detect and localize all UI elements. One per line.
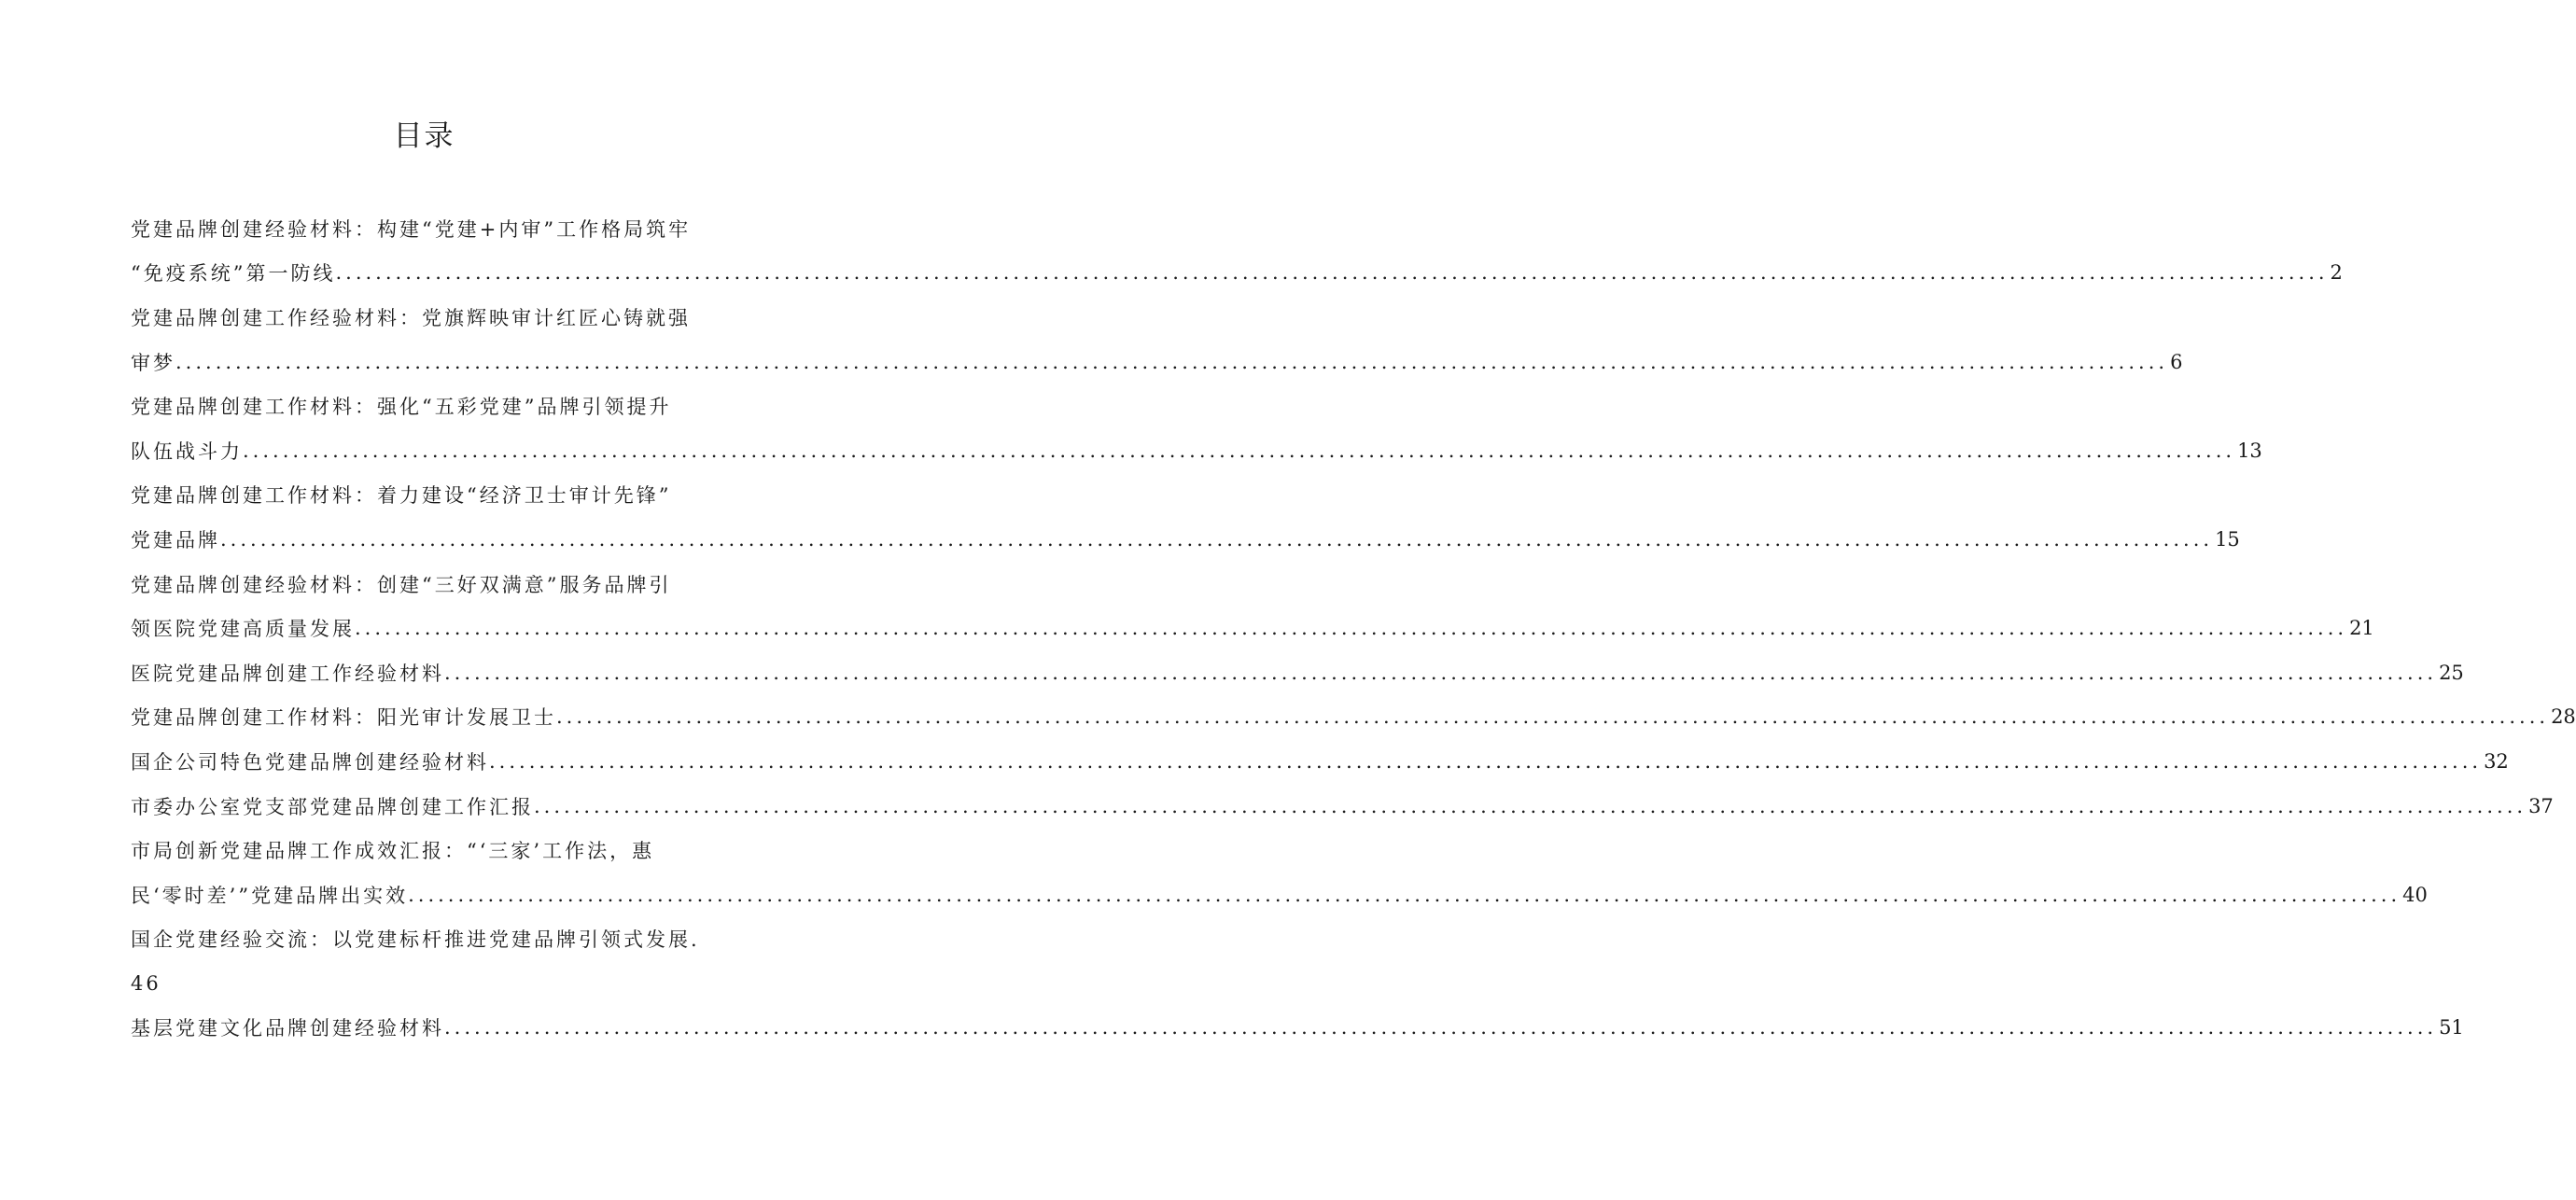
toc-entry-title: 党建品牌创建工作材料：强化“五彩党建”品牌引领提升 (131, 396, 672, 419)
toc-leader-dots: ........................................................................................................................................................................................................ (444, 661, 2438, 684)
toc-entry-title: 市委办公室党支部党建品牌创建工作汇报 (131, 795, 534, 818)
toc-entry-line (131, 295, 721, 340)
toc-entry-line (131, 695, 2576, 740)
toc-entry-line (131, 562, 721, 607)
toc-entry-title: 领医院党建高质量发展 (131, 618, 355, 641)
toc-entry[interactable] (131, 739, 2509, 784)
toc-entry-line (131, 517, 2240, 562)
toc-entry-title: 国企公司特色党建品牌创建经验材料 (131, 750, 489, 774)
toc-entry-line (131, 917, 721, 962)
toc-entry[interactable] (131, 695, 2576, 740)
toc-entry-title: 国企党建经验交流：以党建标杆推进党建品牌引领式发展. (131, 928, 700, 952)
toc-page-number: 40 (2402, 883, 2428, 906)
toc-page-number: 32 (2484, 749, 2509, 773)
toc-page-number: 46 (131, 971, 161, 995)
toc-entry[interactable] (131, 562, 2374, 650)
toc-entry-line (131, 650, 2464, 695)
toc-page-number: 2 (2330, 261, 2343, 285)
toc-page-number: 21 (2349, 617, 2374, 640)
toc-leader-dots: ........................................................................................................................................................................................................ (355, 617, 2348, 640)
toc-entry-line (131, 1006, 2464, 1051)
toc-entry-line (131, 961, 721, 1006)
table-of-contents (131, 206, 2576, 1050)
toc-entry-title: 医院党建品牌创建工作经验材料 (131, 662, 444, 685)
toc-entry-line (131, 251, 2343, 296)
toc-entry-title: 基层党建文化品牌创建经验材料 (131, 1017, 444, 1040)
toc-entry-title: 审梦 (131, 351, 175, 374)
toc-entry-title: 党建品牌创建经验材料：构建“党建+内审”工作格局筑牢 (131, 217, 692, 241)
toc-entry-line (131, 872, 2428, 917)
toc-entry[interactable] (131, 384, 2262, 472)
toc-entry-title: 党建品牌创建工作经验材料：党旗辉映审计红匠心铸就强 (131, 306, 691, 329)
toc-entry-line (131, 384, 721, 428)
toc-entry-title: 党建品牌创建工作材料：阳光审计发展卫士 (131, 706, 556, 730)
toc-page-number: 15 (2215, 527, 2240, 551)
toc-leader-dots: ........................................................................................................................................................................................................ (444, 1016, 2438, 1040)
toc-leader-dots: ........................................................................................................................................................................................................ (335, 261, 2329, 285)
toc-entry-title: 市局创新党建品牌工作成效汇报：“‘三家’工作法，惠 (131, 840, 655, 863)
toc-entry-title: 队伍战斗力 (131, 440, 243, 463)
toc-leader-dots: ........................................................................................................................................................................................................ (534, 794, 2527, 817)
toc-entry[interactable] (131, 473, 2240, 562)
toc-leader-dots: ........................................................................................................................................................................................................ (489, 749, 2483, 773)
toc-entry-line (131, 473, 721, 518)
toc-entry-line (131, 340, 2183, 384)
toc-entry-line (131, 606, 2374, 650)
toc-page-number: 28 (2551, 705, 2576, 729)
toc-entry-title: 党建品牌 (131, 528, 220, 551)
toc-entry-title: 党建品牌创建经验材料：创建“三好双满意”服务品牌引 (131, 573, 672, 596)
toc-page-number: 13 (2237, 439, 2262, 462)
toc-entry[interactable] (131, 917, 721, 1006)
toc-entry[interactable] (131, 295, 2183, 384)
toc-entry-line (131, 784, 2554, 829)
toc-entry[interactable] (131, 206, 2343, 295)
toc-leader-dots: ........................................................................................................................................................................................................ (408, 883, 2401, 906)
toc-entry-line (131, 206, 721, 251)
toc-entry-title: 民‘零时差’”党建品牌出实效 (131, 884, 409, 907)
toc-entry[interactable] (131, 650, 2464, 695)
toc-leader-dots: ........................................................................................................................................................................................................ (556, 705, 2550, 729)
toc-entry-line (131, 739, 2509, 784)
toc-page-number: 25 (2439, 661, 2464, 684)
toc-entry[interactable] (131, 784, 2554, 829)
toc-page-number: 6 (2170, 350, 2183, 373)
toc-entry[interactable] (131, 1006, 2464, 1051)
toc-entry-line (131, 428, 2262, 473)
toc-title: 目录 (393, 119, 455, 153)
toc-page-number: 51 (2439, 1016, 2464, 1040)
toc-leader-dots: ........................................................................................................................................................................................................ (243, 439, 2236, 462)
toc-entry-line (131, 828, 721, 872)
toc-page-number: 37 (2528, 794, 2554, 817)
toc-entry-title: 党建品牌创建工作材料：着力建设“经济卫士审计先锋” (131, 484, 672, 508)
toc-entry[interactable] (131, 828, 2428, 916)
toc-entry-title: “免疫系统”第一防线 (131, 262, 336, 286)
toc-leader-dots: ........................................................................................................................................................................................................ (175, 350, 2169, 373)
toc-leader-dots: ........................................................................................................................................................................................................ (220, 527, 2214, 551)
